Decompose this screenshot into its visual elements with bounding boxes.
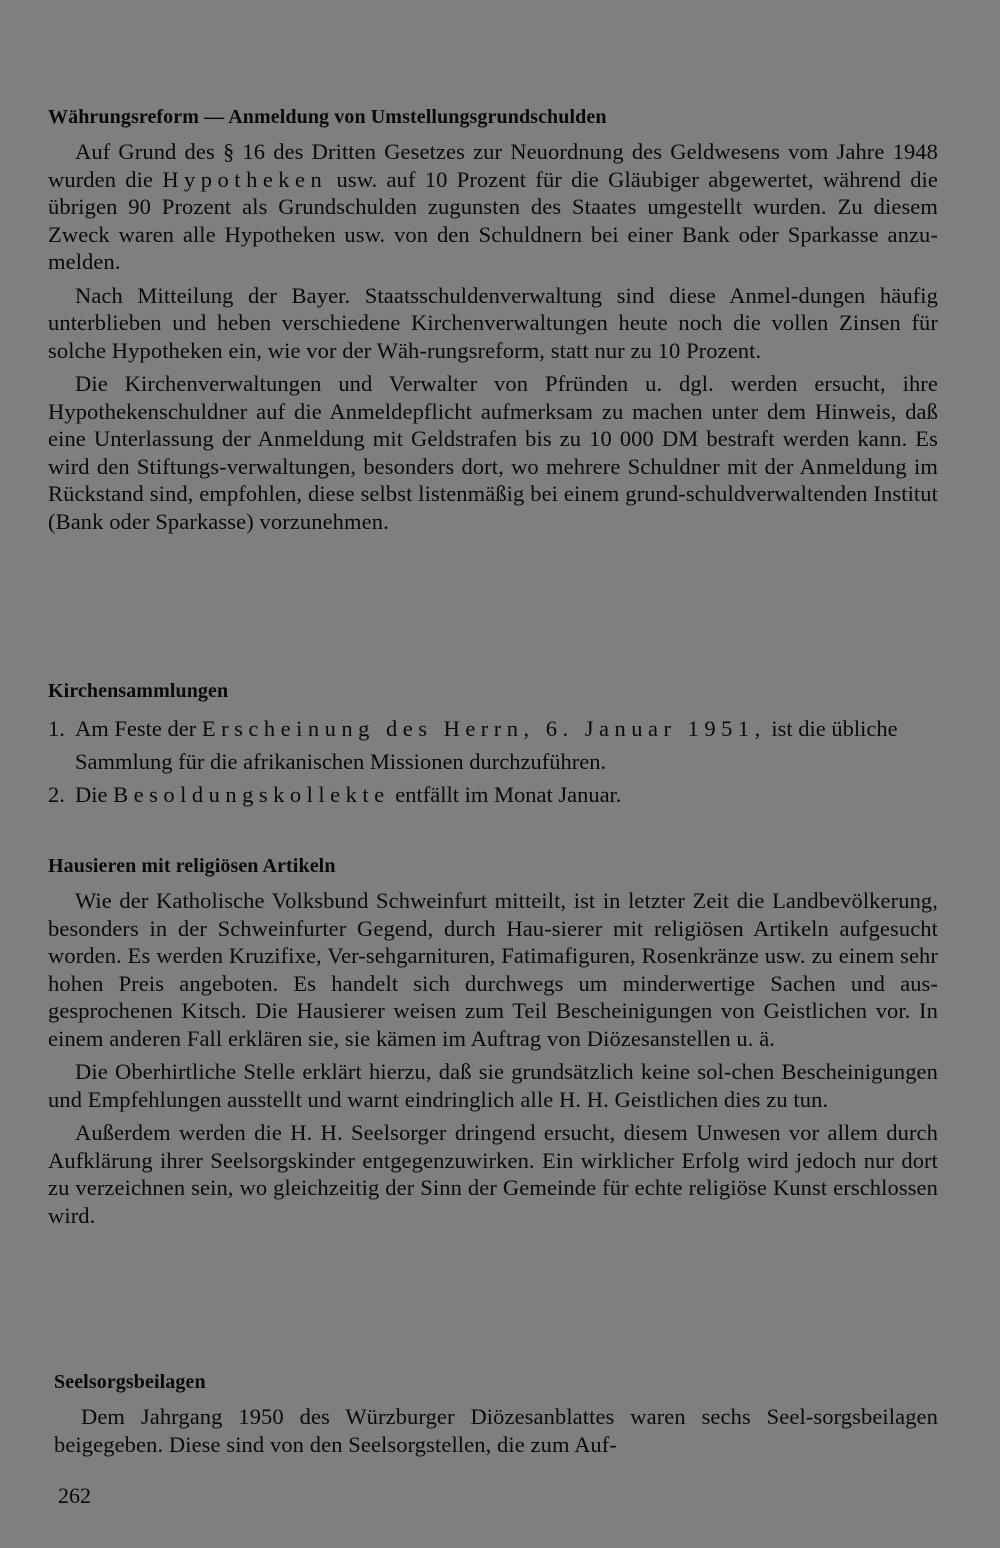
list-number: 2. [48,782,65,807]
paragraph: Außerdem werden die H. H. Seelsorger dringend ersucht, diesem Unwesen vor allem durch Aufklärung ihrer Seelsorgskinder entgegenzuwirken. Ein wirklicher Erfolg wird jedoch nur dort zu verzeichnen sein, wo gleichzeitig der Sinn der Gemeinde für echte religiöse Kunst erschlossen wird. [48,1120,938,1228]
list-text: ist die übliche Sammlung für die afrikanischen Missionen durchzuführen. [75,716,898,774]
list-text: Am Feste der [75,716,202,741]
paragraph: Nach Mitteilung der Bayer. Staatsschuldenverwaltung sind diese Anmel-dungen häufig unterblieben und heben verschiedene Kirchenverwaltungen heute noch die vollen Zinsen für solche Hypotheken ein, wie vor der Wäh-rungsreform, statt nur zu 10 Prozent. [48,282,938,363]
section-seelsorgsbeilagen [54,1369,938,1464]
section-heading: Währungsreform — Anmeldung von Umstellungsgrundschulden [48,106,607,128]
paragraph: Wie der Katholische Volksbund Schweinfurt mitteilt, ist in letzter Zeit die Landbevölkerung, besonders in der Schweinfurter Gegend, durch Hau-sierer mit religiösen Artikeln aufgesucht worden. Es werden Kruzifixe, Ver-sehgarnituren, Fatimafiguren, Rosenkränze usw. zu einem sehr hohen Preis angeboten. Es handelt sich durchwegs um minderwertige Sachen und aus-gesprochenen Kitsch. Die Hausierer weisen zum Teil Bescheinigungen von Geistlichen vor. In einem anderen Fall erklären sie, sie kämen im Auftrag von Diözesanstellen u. ä. [48,888,938,1051]
paragraph: Dem Jahrgang 1950 des Würzburger Diözesanblattes waren sechs Seel-sorgsbeilagen beigegeben. Diese sind von den Seelsorgstellen, die zum Auf- [54,1404,938,1457]
section-hausieren [48,853,938,1235]
section-heading: Hausieren mit religiösen Artikeln [48,855,336,877]
paragraph [48,138,938,276]
spaced-emphasis: Besoldungskollekte [113,782,390,807]
section-kirchensammlungen [48,678,938,811]
list-text: entfällt im Monat Januar. [389,782,622,807]
list-text: Die [75,782,114,807]
paragraph: Die Oberhirtliche Stelle erklärt hierzu, daß sie grundsätzlich keine sol-chen Bescheinigungen und Empfehlungen ausstellt und warnt eindringlich alle H. H. Geistlichen dies zu tun. [48,1059,938,1112]
list-number: 1. [48,716,65,741]
page-number: 262 [58,1483,91,1508]
paragraph-text: Auf Grund des § 16 des Dritten Gesetzes zur Neuordnung des Geldwesens vom Jahre 1948 wurden die [48,139,938,192]
section-heading: Kirchensammlungen [48,680,229,702]
section-waehrungsreform [48,104,938,535]
paragraph: Die Kirchenverwaltungen und Verwalter von Pfründen u. dgl. werden ersucht, ihre Hypothekenschuldner auf die Anmeldepflicht aufmerksam zu machen unter dem Hinweis, daß eine Unterlassung der Anmeldung mit Geldstrafen bis zu 10 000 DM bestraft werden kann. Es wird den Stiftungs-verwaltungen, besonders dort, wo mehrere Schuldner mit der Anmeldung im Rückstand sind, empfohlen, diese selbst listenmäßig bei einem grund-schuldverwaltenden Institut (Bank oder Sparkasse) vorzunehmen. [48,371,938,534]
section-heading: Seelsorgsbeilagen [54,1371,206,1393]
collection-list [48,712,938,811]
document-page [48,96,938,1457]
list-item [48,778,938,811]
spaced-emphasis: Hypotheken [162,166,328,192]
list-item [48,712,938,778]
spaced-emphasis: Erscheinung des Herrn, 6. Januar 1951, [201,716,766,741]
paragraph-text: usw. auf 10 Prozent für die Gläubiger abgewertet, während die übrigen 90 Prozent als Grundschulden zugunsten des Staates umgestellt wurden. Zu diesem Zweck waren alle Hypotheken usw. von den Schuldnern bei einer Bank oder Sparkasse anzu-melden. [48,166,938,274]
